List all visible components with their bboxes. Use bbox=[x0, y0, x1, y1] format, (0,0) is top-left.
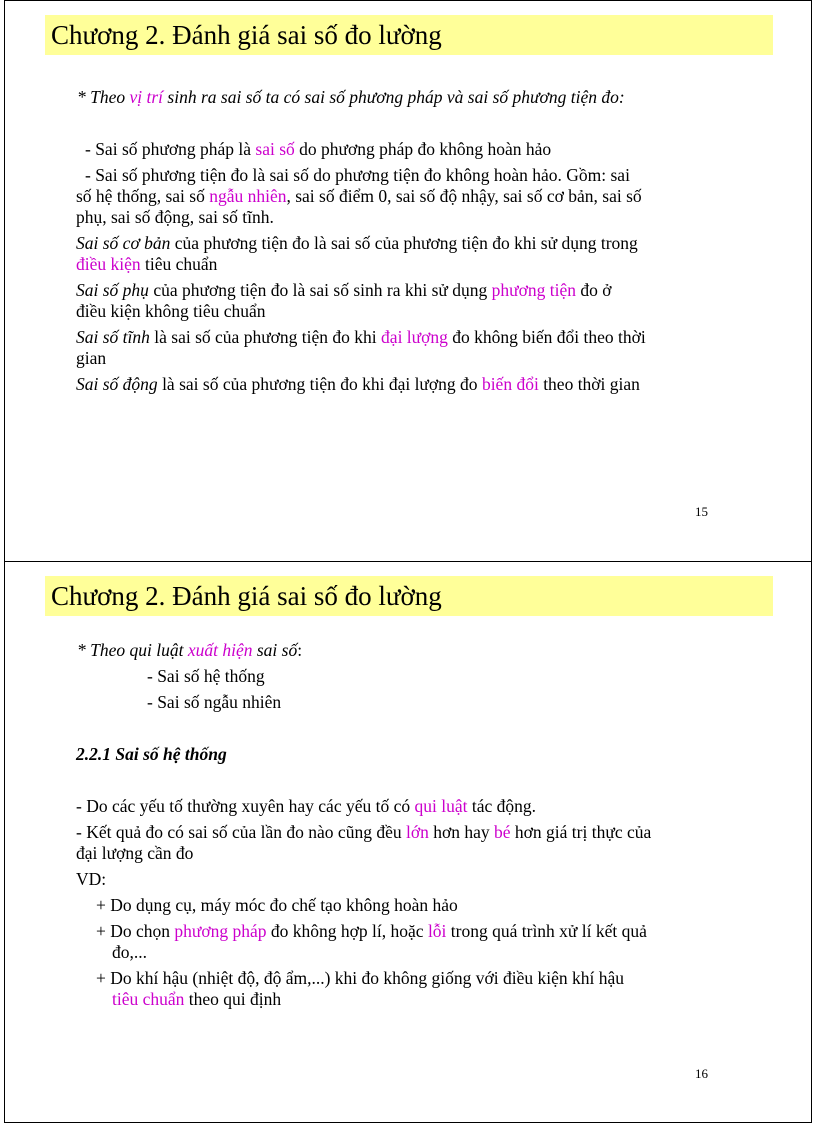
result-line-2: đại lượng cần đo bbox=[76, 843, 194, 863]
basic-error-line-1: Sai số cơ bản của phương tiện đo là sai số của phương tiện đo khi sử dụng trong bbox=[76, 233, 638, 253]
instrument-error-line-3: phụ, sai số động, sai số tĩnh. bbox=[76, 207, 274, 227]
slide-15 bbox=[4, 0, 812, 563]
static-error-line-1: Sai số tĩnh là sai số của phương tiện đo khi đại lượng đo không biến đổi theo thời bbox=[76, 327, 646, 347]
intro-line: * Theo qui luật xuất hiện sai số: bbox=[77, 640, 303, 660]
slide-title-bar bbox=[45, 15, 773, 55]
slide-16 bbox=[4, 561, 812, 1123]
static-error-line-2: gian bbox=[76, 348, 107, 368]
instrument-error-line-1: - Sai số phương tiện đo là sai số do phương tiện đo không hoàn hảo. Gồm: sai bbox=[85, 165, 630, 185]
aux-error-line-1: Sai số phụ của phương tiện đo là sai số sinh ra khi sử dụng phương tiện đo ở bbox=[76, 280, 612, 300]
cause-line: - Do các yếu tố thường xuyên hay các yếu tố có qui luật tác động. bbox=[76, 796, 536, 816]
slide-title-bar bbox=[45, 576, 773, 616]
example-item-cont: đo,... bbox=[112, 942, 147, 962]
page-number: 16 bbox=[695, 1066, 708, 1081]
slide-title: Chương 2. Đánh giá sai số đo lường bbox=[51, 581, 442, 611]
list-item: - Sai số hệ thống bbox=[147, 666, 265, 686]
example-item: + Do dụng cụ, máy móc đo chế tạo không hoàn hảo bbox=[96, 895, 458, 915]
method-error-line: - Sai số phương pháp là sai số do phương pháp đo không hoàn hảo bbox=[85, 139, 552, 159]
instrument-error-line-2: số hệ thống, sai số ngẫu nhiên, sai số điểm 0, sai số độ nhậy, sai số cơ bản, sai số bbox=[76, 186, 642, 206]
example-item-cont: tiêu chuẩn theo qui định bbox=[112, 989, 282, 1009]
example-label: VD: bbox=[76, 869, 107, 889]
section-heading: 2.2.1 Sai số hệ thống bbox=[76, 744, 227, 764]
list-item: - Sai số ngẫu nhiên bbox=[147, 692, 282, 712]
dynamic-error-line: Sai số động là sai số của phương tiện đo khi đại lượng đo biến đổi theo thời gian bbox=[76, 374, 640, 394]
aux-error-line-2: điều kiện không tiêu chuẩn bbox=[76, 301, 266, 321]
slide-title: Chương 2. Đánh giá sai số đo lường bbox=[51, 20, 442, 50]
basic-error-line-2: điều kiện tiêu chuẩn bbox=[76, 254, 218, 274]
example-item: + Do khí hậu (nhiệt độ, độ ẩm,...) khi đo không giống với điều kiện khí hậu bbox=[96, 968, 625, 988]
result-line-1: - Kết quả đo có sai số của lần đo nào cũng đều lớn hơn hay bé hơn giá trị thực của bbox=[76, 822, 652, 842]
page-number: 15 bbox=[695, 504, 708, 519]
example-item: + Do chọn phương pháp đo không hợp lí, hoặc lỗi trong quá trình xử lí kết quả bbox=[96, 921, 647, 941]
intro-line: * Theo vị trí sinh ra sai số ta có sai số phương pháp và sai số phương tiện đo: bbox=[77, 87, 625, 107]
